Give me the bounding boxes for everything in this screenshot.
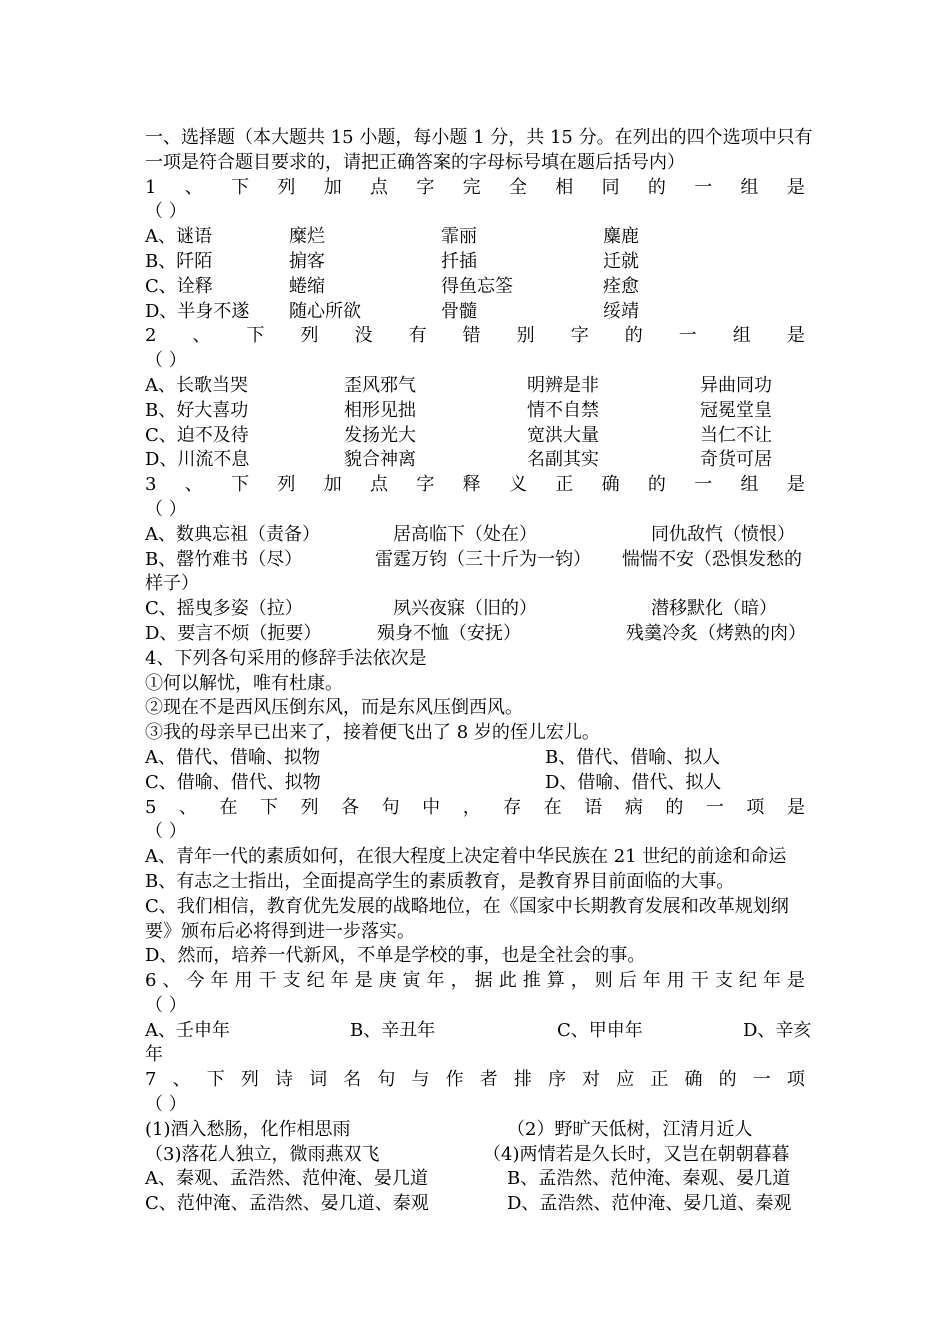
option-row: C、诠释 蜷缩 得鱼忘筌 痊愈 bbox=[145, 275, 639, 297]
stem-char: 词 bbox=[309, 1069, 328, 1091]
stem-char: 相 bbox=[555, 176, 574, 198]
stem-char: 一 bbox=[705, 796, 724, 818]
stem-char: 释 bbox=[462, 474, 481, 496]
stem-char: 5 bbox=[145, 796, 157, 818]
stem-char: 用 bbox=[666, 970, 685, 992]
option-row: B、罄竹难书（尽） 雷霆万钧（三十斤为一钧） 惴惴不安（恐惧发愁的 bbox=[145, 548, 802, 570]
exam-page bbox=[145, 126, 813, 1217]
stem-char: 别 bbox=[516, 325, 535, 347]
stem-char: 列 bbox=[240, 1069, 259, 1091]
question-2-stem bbox=[145, 324, 805, 349]
stem-char: 下 bbox=[246, 325, 265, 347]
stem-char: 推 bbox=[522, 970, 541, 992]
stem-char: 应 bbox=[616, 1069, 635, 1091]
stem-char: 句 bbox=[377, 1069, 396, 1091]
stem-char: 对 bbox=[582, 1069, 601, 1091]
stem-char: 义 bbox=[508, 474, 527, 496]
option-row: C、摇曳多姿（拉） 夙兴夜寐（旧的） 潜移默化（暗） bbox=[145, 598, 777, 620]
stem-char: 年 bbox=[762, 970, 781, 992]
stem-char: 者 bbox=[479, 1069, 498, 1091]
question-7-stem bbox=[145, 1068, 805, 1093]
stem-char: 3 bbox=[145, 474, 157, 496]
sentence: ②现在不是西风压倒东风，而是东风压倒西风。 bbox=[145, 697, 523, 719]
stem-char: 列 bbox=[277, 176, 296, 198]
stem-char: 存 bbox=[503, 796, 522, 818]
stem-char: 是 bbox=[786, 325, 805, 347]
stem-char: 年 bbox=[426, 970, 445, 992]
stem-char: 此 bbox=[498, 970, 517, 992]
option-row: B、好大喜功 相形见拙 情不自禁 冠冕堂皇 bbox=[145, 399, 772, 421]
option-line: A、青年一代的素质如何，在很大程度上决定着中华民族在 21 世纪的前途和命运 bbox=[145, 846, 787, 868]
stem-char: 纪 bbox=[738, 970, 757, 992]
stem-char: 项 bbox=[746, 796, 765, 818]
stem-char: 是 bbox=[786, 176, 805, 198]
question-3-stem bbox=[145, 473, 805, 498]
stem-char: 的 bbox=[647, 176, 666, 198]
section-title: 一、选择题（本大题共 15 小题，每小题 1 分，共 15 分。在列出的四个选项中只有 bbox=[145, 127, 813, 148]
option-line: D、然而，培养一代新风，不单是学校的事，也是全社会的事。 bbox=[145, 945, 646, 967]
stem-char: 正 bbox=[650, 1069, 669, 1091]
stem-char: 语 bbox=[584, 796, 603, 818]
answer-paren: （ ） bbox=[145, 821, 187, 843]
stem-char: 下 bbox=[231, 474, 250, 496]
stem-char: 是 bbox=[786, 970, 805, 992]
stem-char: 7 bbox=[145, 1069, 157, 1091]
question-6-stem bbox=[145, 969, 805, 994]
stem-char: 确 bbox=[684, 1069, 703, 1091]
stem-char: ， bbox=[462, 796, 481, 818]
stem-char: 项 bbox=[786, 1069, 805, 1091]
stem-char: ， bbox=[570, 970, 589, 992]
stem-char: 列 bbox=[300, 796, 319, 818]
answer-paren: （ ） bbox=[145, 350, 187, 372]
stem-char: 作 bbox=[445, 1069, 464, 1091]
stem-char: 在 bbox=[219, 796, 238, 818]
stem-char: ， bbox=[450, 970, 469, 992]
stem-char: 下 bbox=[206, 1069, 225, 1091]
stem-char: 、 bbox=[184, 474, 203, 496]
stem-char: 后 bbox=[618, 970, 637, 992]
stem-char: 年 bbox=[330, 970, 349, 992]
option-row-cont: 样子） bbox=[145, 573, 199, 595]
stem-char: 年 bbox=[210, 970, 229, 992]
option-row: A、壬申年 B、辛丑年 C、甲申年 D、辛亥 bbox=[145, 1019, 812, 1041]
stem-char: 确 bbox=[601, 474, 620, 496]
stem-char: 字 bbox=[416, 474, 435, 496]
stem-char: 一 bbox=[694, 176, 713, 198]
stem-char: 一 bbox=[752, 1069, 771, 1091]
option-row: D、半身不遂 随心所欲 骨髓 绥靖 bbox=[145, 300, 639, 322]
option-row: C、迫不及待 发扬光大 宽洪大量 当仁不让 bbox=[145, 424, 772, 446]
stem-char: 1 bbox=[145, 176, 157, 198]
stem-char: 庚 bbox=[378, 970, 397, 992]
stem-char: 加 bbox=[323, 176, 342, 198]
stem-char: 列 bbox=[300, 325, 319, 347]
option-row: A、长歌当哭 歪风邪气 明辨是非 异曲同功 bbox=[145, 374, 772, 396]
stem-char: 的 bbox=[624, 325, 643, 347]
stem-char: 病 bbox=[624, 796, 643, 818]
stem-char: 序 bbox=[547, 1069, 566, 1091]
option-row: A、数典忘祖（责备） 居高临下（处在） 同仇敌忾（愤恨） bbox=[145, 523, 795, 545]
poem-row: （3)落花人独立，微雨燕双飞 （4)两情若是久长时，又岂在朝朝暮暮 bbox=[145, 1143, 790, 1165]
stem-char: 据 bbox=[474, 970, 493, 992]
stem-char: 一 bbox=[678, 325, 697, 347]
option-row: C、范仲淹、孟浩然、晏几道、秦观 D、孟浩然、范仲淹、晏几道、秦观 bbox=[145, 1193, 792, 1215]
stem-char: 用 bbox=[234, 970, 253, 992]
option-row: A、借代、借喻、拟物 B、借代、借喻、拟人 bbox=[145, 746, 721, 768]
option-row: A、谜语 糜烂 霏丽 麋鹿 bbox=[145, 226, 639, 248]
stem-char: 组 bbox=[740, 474, 759, 496]
answer-paren: （ ） bbox=[145, 994, 187, 1016]
stem-char: 中 bbox=[422, 796, 441, 818]
stem-char: 、 bbox=[178, 796, 197, 818]
stem-char: 一 bbox=[694, 474, 713, 496]
stem-char: 没 bbox=[354, 325, 373, 347]
stem-char: 各 bbox=[341, 796, 360, 818]
stem-char: 组 bbox=[732, 325, 751, 347]
option-row: B、阡陌 掮客 扦插 迁就 bbox=[145, 250, 639, 272]
option-row: C、借喻、借代、拟物 D、借喻、借代、拟人 bbox=[145, 771, 722, 793]
stem-char: 诗 bbox=[274, 1069, 293, 1091]
stem-char: 正 bbox=[555, 474, 574, 496]
stem-char: 、 bbox=[162, 970, 181, 992]
stem-char: 完 bbox=[462, 176, 481, 198]
stem-char: 是 bbox=[786, 474, 805, 496]
stem-char: 有 bbox=[408, 325, 427, 347]
sentence: ③我的母亲早已出来了，接着便飞出了 8 岁的侄儿宏儿。 bbox=[145, 722, 600, 744]
stem-char: 年 bbox=[642, 970, 661, 992]
stem-char: 的 bbox=[718, 1069, 737, 1091]
stem-char: 下 bbox=[260, 796, 279, 818]
stem-char: 下 bbox=[231, 176, 250, 198]
option-row: A、秦观、孟浩然、范仲淹、晏几道 B、孟浩然、范仲淹、秦观、晏几道 bbox=[145, 1168, 791, 1190]
stem-char: 与 bbox=[411, 1069, 430, 1091]
stem-char: 干 bbox=[258, 970, 277, 992]
stem-char: 2 bbox=[145, 325, 157, 347]
stem-char: 同 bbox=[601, 176, 620, 198]
stem-char: 是 bbox=[354, 970, 373, 992]
stem-char: 6 bbox=[145, 970, 157, 992]
option-row-cont: 年 bbox=[145, 1044, 163, 1066]
answer-paren: （ ） bbox=[145, 1094, 187, 1116]
stem-char: 列 bbox=[277, 474, 296, 496]
stem-char: 、 bbox=[172, 1069, 191, 1091]
stem-char: 、 bbox=[184, 176, 203, 198]
stem-char: 寅 bbox=[402, 970, 421, 992]
stem-char: 的 bbox=[647, 474, 666, 496]
answer-paren: （ ） bbox=[145, 498, 187, 520]
section-title-cont: 一项是符合题目要求的，请把正确答案的字母标号填在题后括号内） bbox=[145, 151, 685, 173]
question-1-stem bbox=[145, 176, 805, 201]
stem-char: 加 bbox=[323, 474, 342, 496]
question-5-stem bbox=[145, 796, 805, 821]
answer-paren: （ ） bbox=[145, 201, 187, 223]
stem-char: 字 bbox=[416, 176, 435, 198]
stem-char: 名 bbox=[343, 1069, 362, 1091]
stem-char: 支 bbox=[714, 970, 733, 992]
option-line: C、我们相信，教育优先发展的战略地位，在《国家中长期教育发展和改革规划纲 bbox=[145, 895, 789, 917]
sentence: ①何以解忧，唯有杜康。 bbox=[145, 672, 343, 694]
stem-char: 全 bbox=[508, 176, 527, 198]
stem-char: 今 bbox=[186, 970, 205, 992]
stem-char: 的 bbox=[665, 796, 684, 818]
stem-char: 在 bbox=[543, 796, 562, 818]
stem-char: 排 bbox=[513, 1069, 532, 1091]
stem-char: 句 bbox=[381, 796, 400, 818]
poem-row: (1)酒入愁肠，化作相思雨 （2）野旷天低树，江清月近人 bbox=[145, 1118, 753, 1140]
stem-char: 点 bbox=[370, 474, 389, 496]
stem-char: 则 bbox=[594, 970, 613, 992]
stem-char: 点 bbox=[370, 176, 389, 198]
stem-char: 算 bbox=[546, 970, 565, 992]
option-row: D、要言不烦（扼要） 殒身不恤（安抚） 残羹冷炙（烤熟的肉） bbox=[145, 622, 806, 644]
stem-char: 纪 bbox=[306, 970, 325, 992]
stem-char: 是 bbox=[786, 796, 805, 818]
stem-char: 干 bbox=[690, 970, 709, 992]
option-row: D、川流不息 貌合神离 名副其实 奇货可居 bbox=[145, 449, 772, 471]
stem-char: 错 bbox=[462, 325, 481, 347]
stem-char: 字 bbox=[570, 325, 589, 347]
option-line: B、有志之士指出，全面提高学生的素质教育，是教育界目前面临的大事。 bbox=[145, 870, 735, 892]
question-4-stem: 4、下列各句采用的修辞手法依次是 bbox=[145, 647, 427, 669]
stem-char: 支 bbox=[282, 970, 301, 992]
stem-char: 组 bbox=[740, 176, 759, 198]
stem-char: 、 bbox=[192, 325, 211, 347]
option-line: 要》颁布后必将得到进一步落实。 bbox=[145, 920, 415, 942]
